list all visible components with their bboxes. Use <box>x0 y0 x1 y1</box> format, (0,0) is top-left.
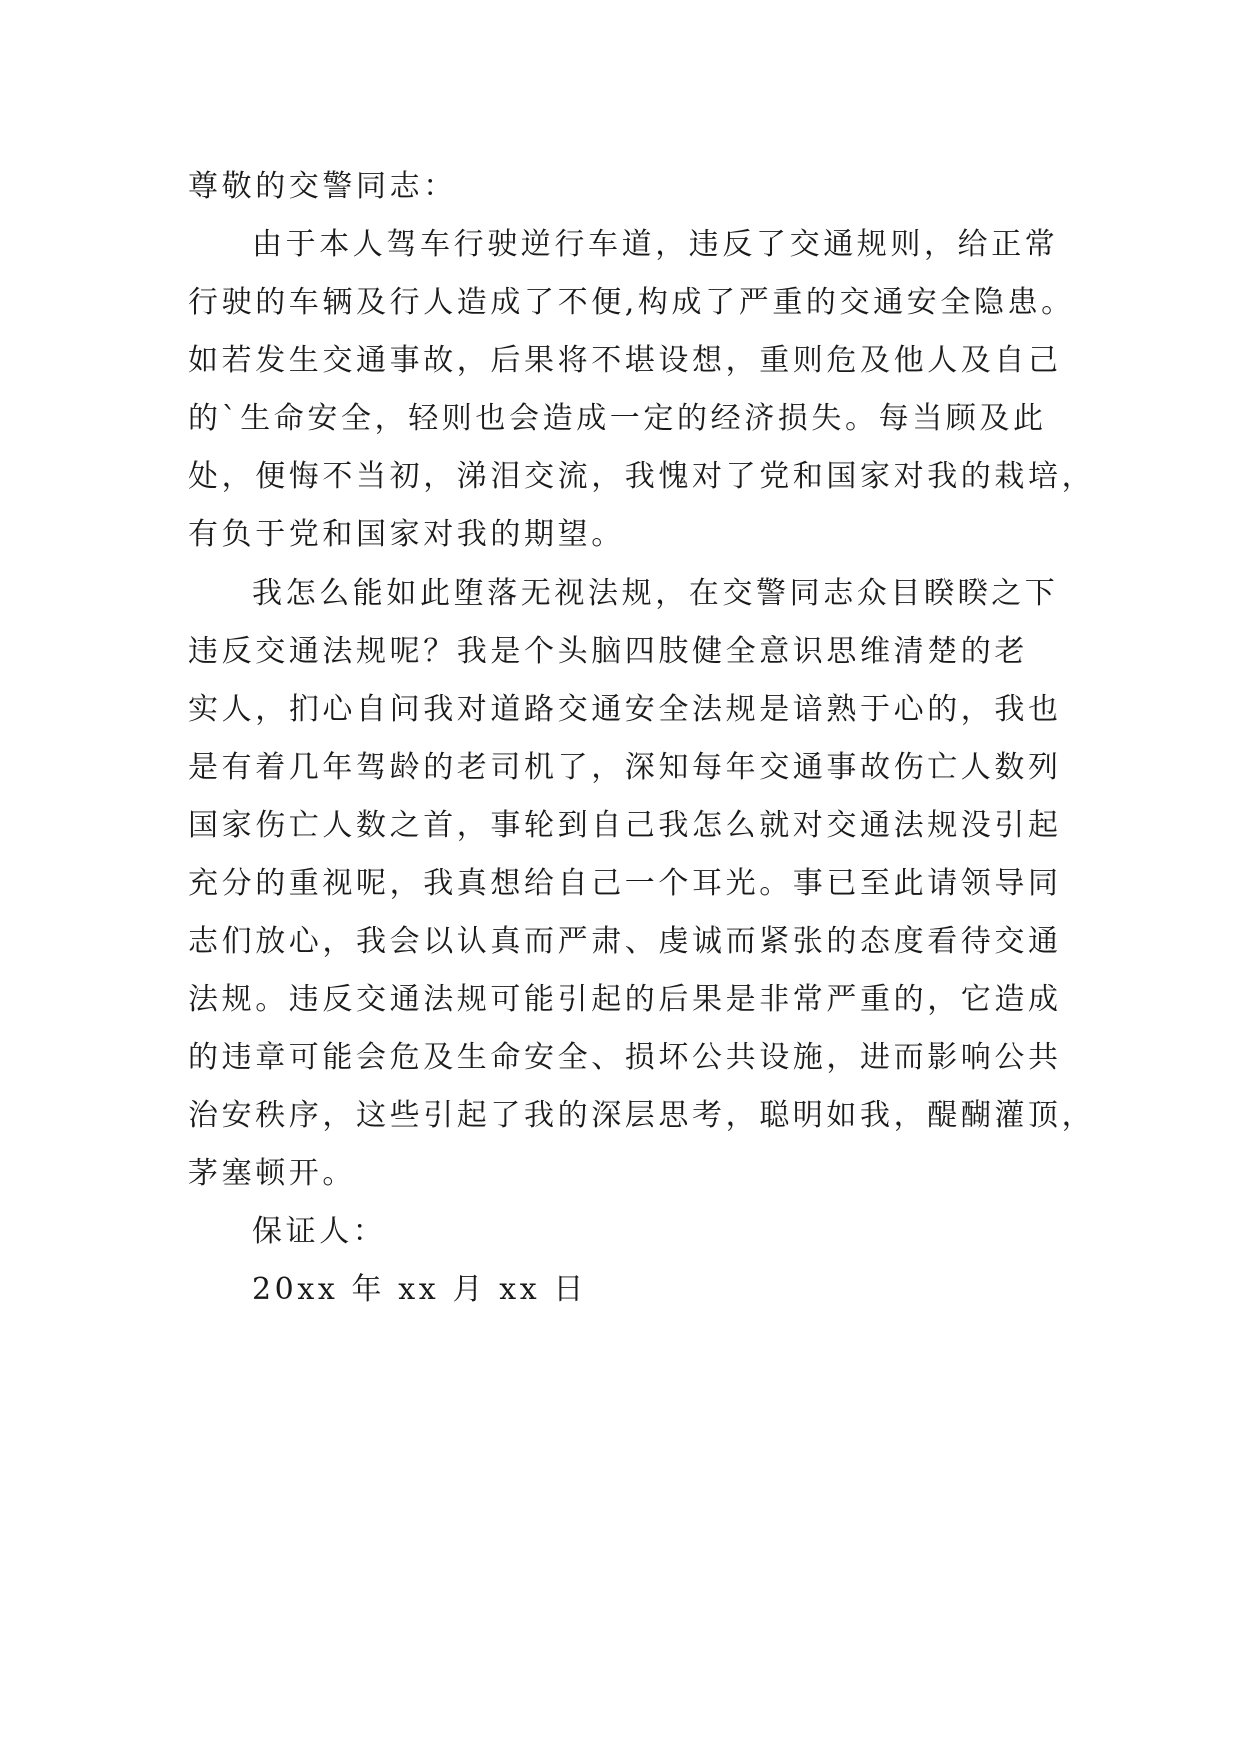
paragraph-2-line-11: 茅塞顿开。 <box>188 1156 356 1191</box>
signer-label: 保证人： <box>252 1214 387 1249</box>
paragraph-1-line-2: 行驶的车辆及行人造成了不便,构成了严重的交通安全隐患。 <box>188 285 1075 320</box>
paragraph-2-line-10: 治安秩序，这些引起了我的深层思考，聪明如我，醍醐灌顶， <box>188 1098 1096 1133</box>
paragraph-2-line-8: 法规。违反交通法规可能引起的后果是非常严重的，它造成 <box>188 982 1062 1017</box>
paragraph-1-line-3: 如若发生交通事故，后果将不堪设想，重则危及他人及自己 <box>188 343 1062 378</box>
paragraph-2-line-7: 志们放心，我会以认真而严肃、虔诚而紧张的态度看待交通 <box>188 924 1062 959</box>
paragraph-2-line-6: 充分的重视呢，我真想给自己一个耳光。事已至此请领导同 <box>188 866 1062 901</box>
paragraph-2-line-1: 我怎么能如此堕落无视法规，在交警同志众目睽睽之下 <box>252 576 1059 611</box>
paragraph-2-line-4: 是有着几年驾龄的老司机了，深知每年交通事故伤亡人数列 <box>188 750 1062 785</box>
paragraph-2-line-5: 国家伤亡人数之首，事轮到自己我怎么就对交通法规没引起 <box>188 808 1062 843</box>
paragraph-1-line-5: 处，便悔不当初，涕泪交流，我愧对了党和国家对我的栽培， <box>188 459 1096 494</box>
signature-date: 20xx 年 xx 月 xx 日 <box>252 1272 587 1307</box>
paragraph-1-line-4: 的`生命安全，轻则也会造成一定的经济损失。每当顾及此 <box>188 401 1047 436</box>
paragraph-2-line-2: 违反交通法规呢？我是个头脑四肢健全意识思维清楚的老 <box>188 634 1028 669</box>
paragraph-1-line-1: 由于本人驾车行驶逆行车道，违反了交通规则，给正常 <box>252 227 1059 262</box>
paragraph-2-line-3: 实人，扪心自问我对道路交通安全法规是谙熟于心的，我也 <box>188 692 1062 727</box>
paragraph-1-line-6: 有负于党和国家对我的期望。 <box>188 517 625 552</box>
salutation: 尊敬的交警同志： <box>188 169 457 204</box>
paragraph-2-line-9: 的违章可能会危及生命安全、损坏公共设施，进而影响公共 <box>188 1040 1062 1075</box>
